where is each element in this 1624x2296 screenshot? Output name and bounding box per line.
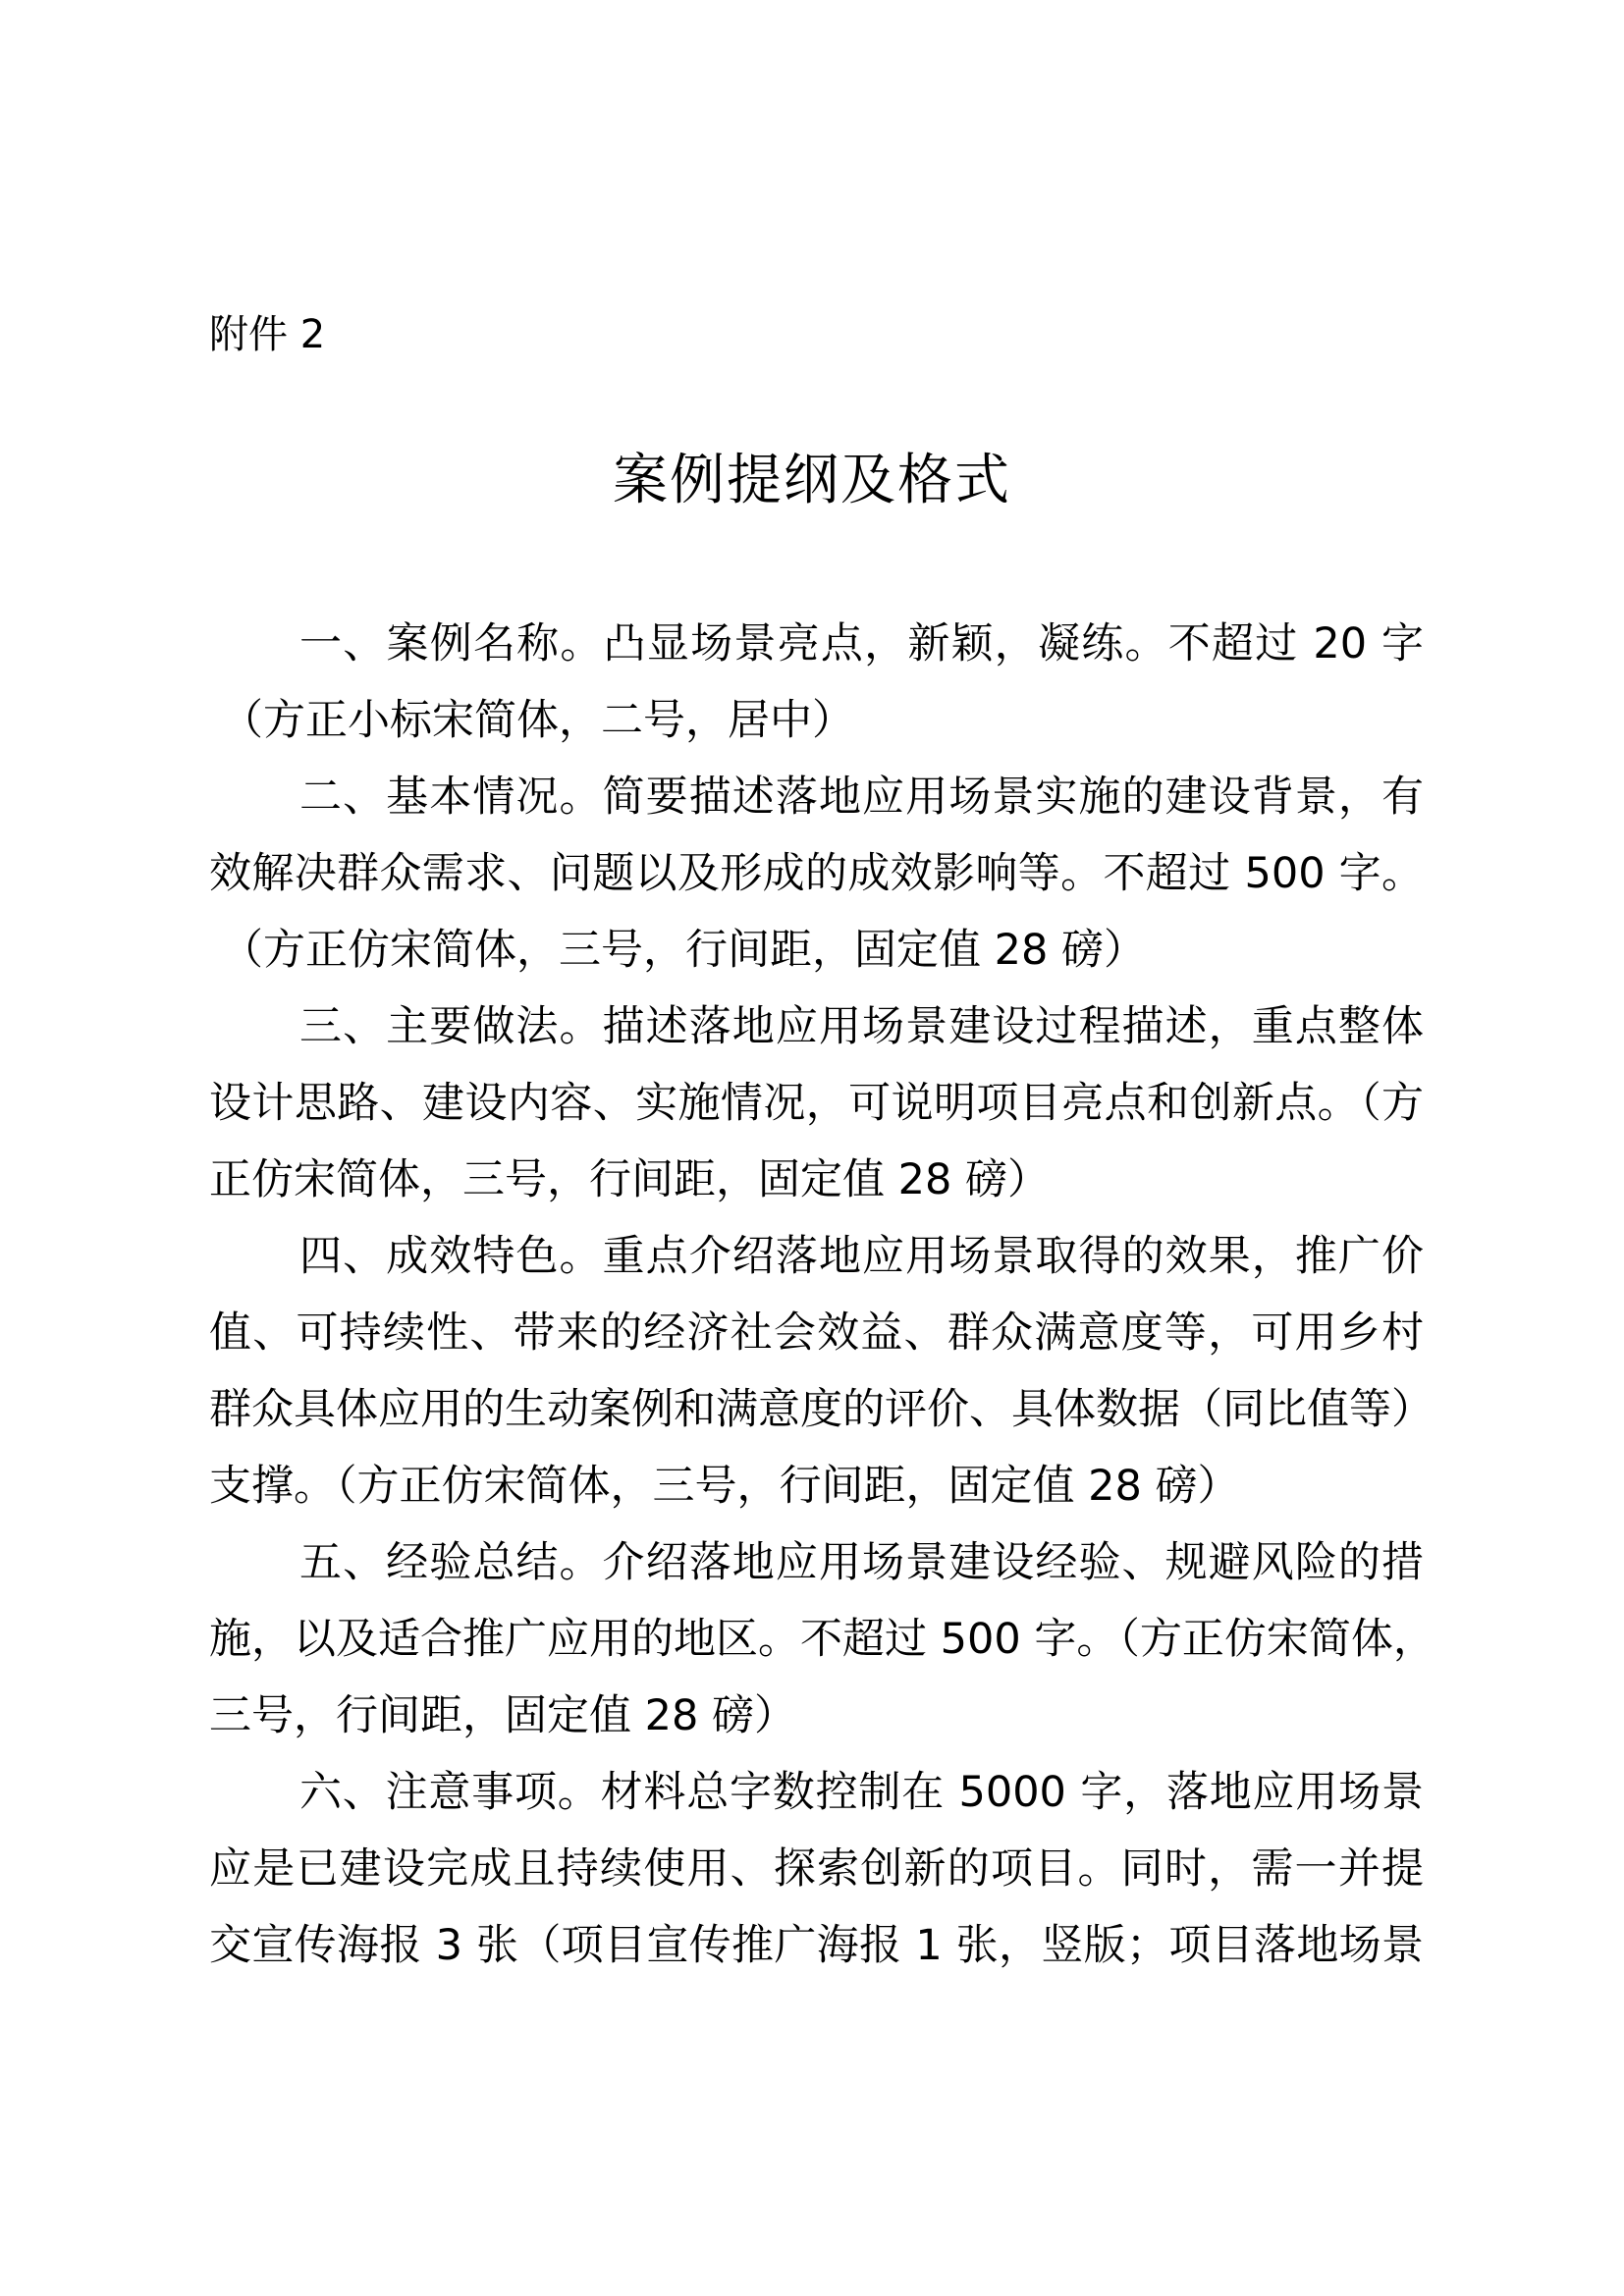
paragraph-line: 设计思路、建设内容、实施情况，可说明项目亮点和创新点。（方 (209, 1079, 1424, 1128)
paragraph-line: 效解决群众需求、问题以及形成的成效影响等。不超过 500 字。 (209, 849, 1424, 898)
paragraph-line: 二、基本情况。简要描述落地应用场景实施的建设背景，有 (299, 773, 1424, 822)
paragraph-line: 群众具体应用的生动案例和满意度的评价、具体数据（同比值等） (209, 1385, 1434, 1434)
paragraph-line: 值、可持续性、带来的经济社会效益、群众满意度等，可用乡村 (209, 1308, 1424, 1358)
paragraph-line: 五、经验总结。介绍落地应用场景建设经验、规避风险的措 (299, 1538, 1424, 1587)
paragraph-line: 正仿宋简体，三号，行间距，固定值 28 磅） (209, 1155, 1051, 1204)
paragraph-line: 三号，行间距，固定值 28 磅） (209, 1691, 797, 1740)
paragraph-line: 应是已建设完成且持续使用、探索创新的项目。同时，需一并提 (209, 1844, 1424, 1894)
paragraph-line: （方正小标宋简体，二号，居中） (221, 696, 854, 745)
document-title: 案例提纲及格式 (613, 449, 1011, 512)
attachment-label: 附件 2 (209, 312, 326, 357)
paragraph-line: 三、主要做法。描述落地应用场景建设过程描述，重点整体 (299, 1002, 1424, 1051)
paragraph-line: 四、成效特色。重点介绍落地应用场景取得的效果，推广价 (299, 1232, 1424, 1281)
paragraph-line: 一、案例名称。凸显场景亮点，新颖，凝练。不超过 20 字 (299, 619, 1424, 668)
paragraph-line: 交宣传海报 3 张（项目宣传推广海报 1 张，竖版；项目落地场景 (209, 1921, 1424, 1970)
paragraph-line: 六、注意事项。材料总字数控制在 5000 字，落地应用场景 (299, 1768, 1424, 1817)
paragraph-line: （方正仿宋简体，三号，行间距，固定值 28 磅） (221, 926, 1147, 975)
paragraph-line: 支撑。（方正仿宋简体，三号，行间距，固定值 28 磅） (209, 1462, 1240, 1511)
paragraph-line: 施，以及适合推广应用的地区。不超过 500 字。（方正仿宋简体， (209, 1615, 1435, 1664)
